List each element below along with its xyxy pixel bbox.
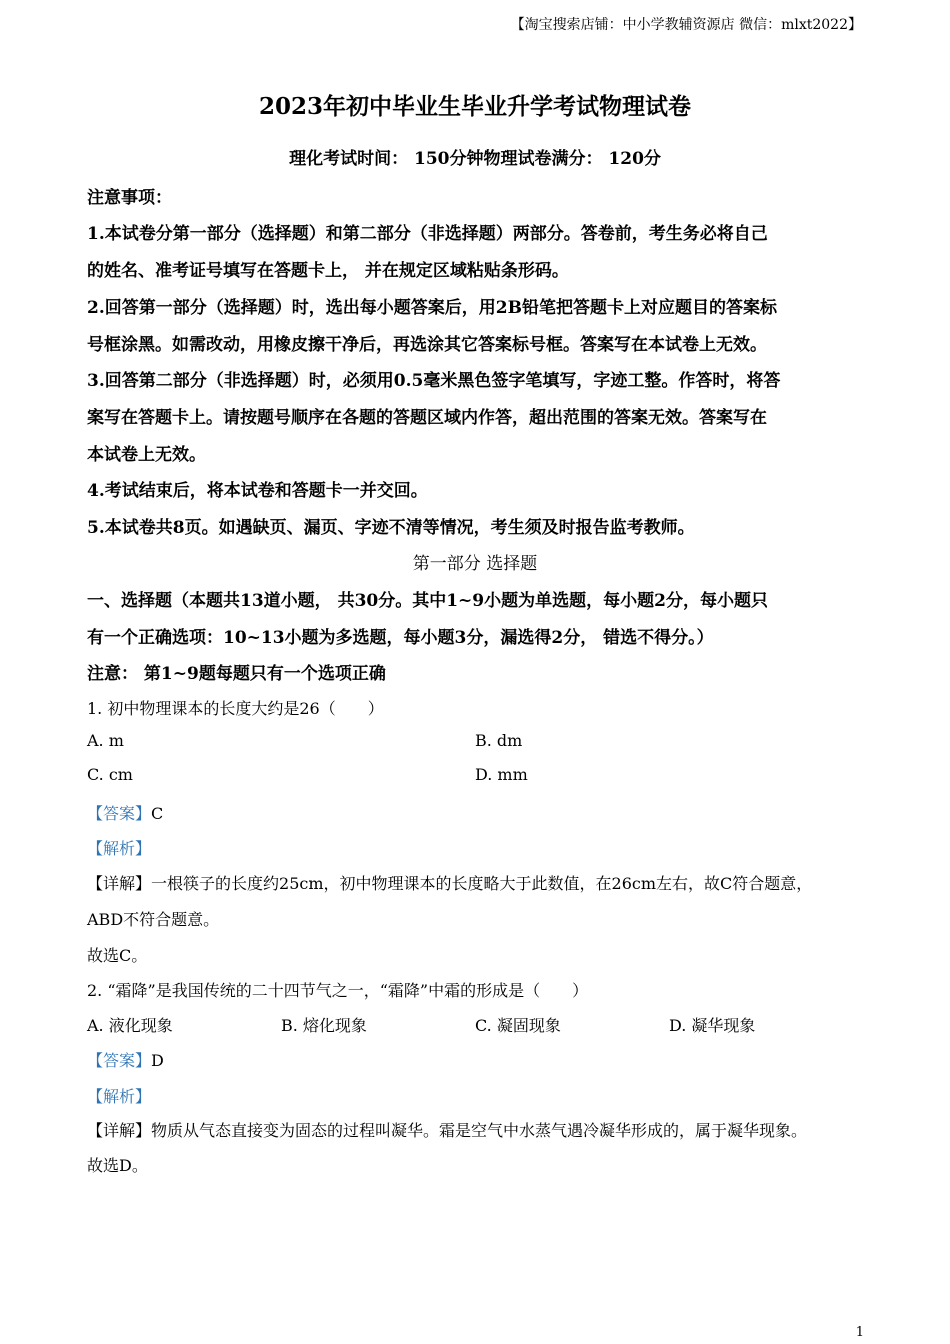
detail-text: 一根筷子的长度约25cm，初中物理课本的长度略大于此数值，在26cm左右，故C符合题意， [151,874,813,893]
analysis-label: 【解析】 [87,839,152,858]
notice-heading: 注意事项： [87,188,172,208]
question-stem: 1. 初中物理课本的长度大约是26（ ） [87,699,384,718]
answer [87,1048,164,1071]
page-number: 1 [855,1325,864,1340]
conclusion: 故选C。 [87,946,148,965]
notice-line: 5.本试卷共8页。如遇缺页、漏页、字迹不清等情况，考生须及时报告监考教师。 [87,518,695,538]
detail-label: 【详解】 [87,1121,152,1140]
notice-line: 的姓名、准考证号填写在答题卡上， 并在规定区域粘贴条形码。 [87,261,569,281]
answer-label: 【答案】 [87,1051,152,1070]
option-d: D. 凝华现象 [669,1016,756,1035]
option-b: B. dm [475,731,523,750]
question-stem: 2. “霜降”是我国传统的二十四节气之一，“霜降”中霜的形成是（ ） [87,981,589,1000]
analysis-label: 【解析】 [87,1087,152,1106]
instruction-line: 一、选择题（本题共13道小题， 共30分。其中1~9小题为单选题，每小题2分，每小题只 [87,591,768,611]
answer-value: D [151,1051,164,1070]
notice-line: 本试卷上无效。 [87,445,206,465]
notice-line: 1.本试卷分第一部分（选择题）和第二部分（非选择题）两部分。答卷前，考生务必将自己 [87,224,768,244]
notice-line: 号框涂黑。如需改动，用橡皮擦干净后，再选涂其它答案标号框。答案写在本试卷上无效。 [87,335,767,355]
option-c: C. 凝固现象 [475,1016,561,1035]
notice-line: 案写在答题卡上。请按题号顺序在各题的答题区域内作答，超出范围的答案无效。答案写在 [87,408,767,428]
exam-info: 理化考试时间： 150分钟物理试卷满分： 120分 [289,149,661,169]
detail [87,871,812,894]
answer-label: 【答案】 [87,804,152,823]
option-a: A. m [87,731,124,750]
detail-text: ABD不符合题意。 [87,910,220,929]
answer [87,801,163,824]
notice-line: 2.回答第一部分（选择题）时，选出每小题答案后，用2B铅笔把答题卡上对应题目的答案标 [87,298,777,318]
option-b: B. 熔化现象 [281,1016,367,1035]
notice-line: 3.回答第二部分（非选择题）时，必须用0.5毫米黑色签字笔填写，字迹工整。作答时，将答 [87,371,781,391]
header-note: 【淘宝搜索店铺：中小学教辅资源店 微信：mlxt2022】 [510,17,862,33]
detail [87,1118,807,1141]
option-a: A. 液化现象 [87,1016,173,1035]
option-c: C. cm [87,765,133,784]
part-note: 注意： 第1~9题每题只有一个选项正确 [87,664,386,684]
detail-label: 【详解】 [87,874,152,893]
part-title: 第一部分 选择题 [412,554,538,574]
conclusion: 故选D。 [87,1156,148,1175]
instruction-line: 有一个正确选项：10~13小题为多选题，每小题3分，漏选得2分， 错选不得分。） [87,628,714,648]
page-title: 2023年初中毕业生毕业升学考试物理试卷 [258,93,691,120]
notice-line: 4.考试结束后，将本试卷和答题卡一并交回。 [87,481,428,501]
option-d: D. mm [475,765,528,784]
detail-text: 物质从气态直接变为固态的过程叫凝华。霜是空气中水蒸气遇冷凝华形成的，属于凝华现象。 [151,1121,808,1140]
answer-value: C [151,804,164,823]
